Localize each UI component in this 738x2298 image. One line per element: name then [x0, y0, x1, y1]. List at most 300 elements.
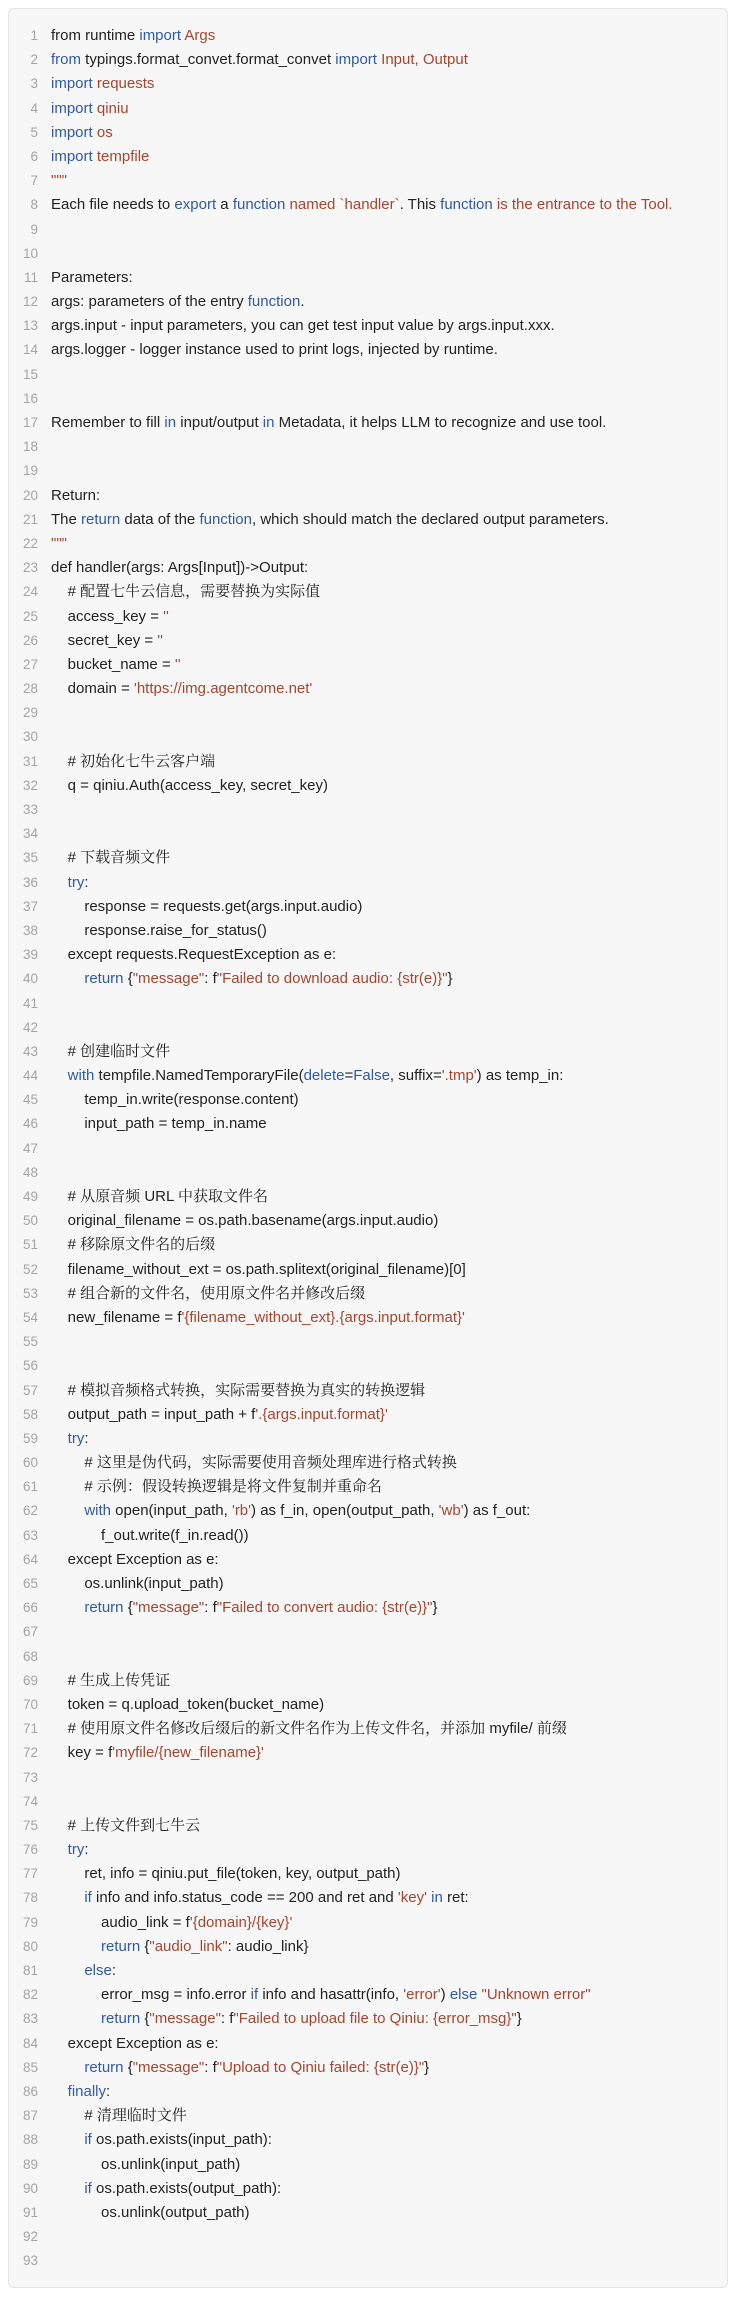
- code-string: "message": [132, 970, 205, 988]
- code-text: response = requests.get(args.input.audio): [51, 897, 363, 915]
- code-string: "message": [132, 1599, 205, 1617]
- line-text: [51, 1016, 727, 1040]
- code-text: os.unlink(output_path): [51, 2203, 250, 2221]
- line-text: [51, 2177, 727, 2201]
- line-number: 13: [22, 318, 38, 334]
- line-text: [51, 1499, 727, 1523]
- line-text: [51, 2056, 727, 2080]
- code-text: {: [140, 2010, 150, 2028]
- line-text: [51, 1693, 727, 1717]
- line-text: [51, 121, 727, 145]
- code-text: output_path = input_path + f: [51, 1405, 256, 1423]
- line-text: [51, 1161, 727, 1185]
- line-number: 68: [22, 1648, 38, 1664]
- code-line: [9, 121, 727, 145]
- line-text: [51, 2225, 727, 2249]
- code-line: [9, 2128, 727, 2152]
- code-line: [9, 992, 727, 1016]
- line-text: [51, 2007, 727, 2031]
- code-text: # 配置七牛云信息，需要替换为实际值: [51, 583, 321, 601]
- code-line: [9, 1596, 727, 1620]
- line-text: [51, 1620, 727, 1644]
- code-text: ): [440, 1986, 450, 2004]
- line-number: 40: [22, 971, 38, 987]
- code-string: 'rb': [231, 1502, 252, 1520]
- line-number: 78: [22, 1890, 38, 1906]
- line-number: 52: [22, 1261, 38, 1277]
- code-text: filename_without_ext = os.path.splitext(original_filename)[0]: [51, 1260, 466, 1278]
- code-text: Remember to fill: [51, 414, 165, 431]
- line-text: [51, 701, 727, 725]
- code-keyword: import: [51, 75, 93, 93]
- line-text: [51, 1403, 727, 1427]
- line-number: 42: [22, 1019, 38, 1035]
- line-text: [51, 919, 727, 943]
- code-line: [9, 2104, 727, 2128]
- line-text: [51, 1354, 727, 1378]
- line-text: [51, 846, 727, 870]
- code-line: [9, 556, 727, 580]
- code-keyword: from: [51, 51, 81, 69]
- code-text: # 清理临时文件: [51, 2107, 187, 2125]
- line-number: 64: [22, 1551, 38, 1567]
- line-text: [51, 1088, 727, 1112]
- code-line: [9, 193, 727, 217]
- line-text: [51, 1596, 727, 1620]
- code-text: error_msg = info.error: [51, 1986, 251, 2004]
- code-keyword: function: [199, 510, 252, 528]
- code-line: [9, 2225, 727, 2249]
- code-keyword: False: [353, 1067, 390, 1085]
- line-number: 1: [30, 28, 38, 43]
- code-keyword: if: [51, 1889, 92, 1907]
- code-line: [9, 1379, 727, 1403]
- code-string: '': [157, 631, 164, 649]
- line-number: 31: [22, 753, 38, 769]
- code-string: "message": [132, 2058, 205, 2076]
- code-text: except Exception as e:: [51, 1550, 219, 1568]
- code-text: # 移除原文件名的后缀: [51, 1236, 216, 1254]
- code-line: [9, 1282, 727, 1306]
- code-text: {: [140, 1937, 150, 1955]
- line-number: 51: [22, 1237, 38, 1253]
- line-number: 86: [22, 2083, 38, 2099]
- code-line: [9, 1886, 727, 1910]
- code-line: [9, 653, 727, 677]
- code-line: [9, 750, 727, 774]
- line-text: [51, 242, 727, 266]
- code-text: except Exception as e:: [51, 2034, 219, 2052]
- line-number: 50: [22, 1213, 38, 1229]
- line-number: 55: [22, 1334, 38, 1350]
- code-keyword: import: [51, 147, 93, 165]
- line-text: [51, 145, 727, 169]
- code-line: [9, 1354, 727, 1378]
- code-line: [9, 1137, 727, 1161]
- code-keyword: try: [51, 1429, 85, 1447]
- code-line: [9, 1717, 727, 1741]
- line-text: [51, 532, 727, 556]
- line-text: [51, 1306, 727, 1330]
- line-text: [51, 48, 727, 72]
- code-line: [9, 1088, 727, 1112]
- code-line: [9, 1258, 727, 1282]
- line-number: 57: [22, 1382, 38, 1398]
- code-text: os.path.exists(input_path):: [91, 2131, 272, 2149]
- code-text: # 这里是伪代码，实际需要使用音频处理库进行格式转换: [51, 1454, 457, 1472]
- line-text: [51, 871, 727, 895]
- code-text: bucket_name =: [51, 655, 175, 673]
- code-text: }: [447, 970, 453, 988]
- code-text: ) as temp_in:: [476, 1067, 564, 1085]
- code-text: {: [123, 2058, 133, 2076]
- line-text: [51, 1209, 727, 1233]
- line-number: 71: [22, 1721, 38, 1737]
- code-line: [9, 774, 727, 798]
- code-line: [9, 1306, 727, 1330]
- code-line: [9, 822, 727, 846]
- line-number: 20: [22, 487, 38, 503]
- code-text: : f: [220, 2010, 234, 2028]
- line-text: [51, 193, 727, 217]
- code-line: [9, 169, 727, 193]
- line-text: [51, 1475, 727, 1499]
- code-string: 'key': [397, 1889, 427, 1907]
- line-text: [51, 484, 727, 508]
- code-line: [9, 2080, 727, 2104]
- line-text: [51, 1838, 727, 1862]
- code-string: 'error': [403, 1986, 441, 2004]
- line-number: 82: [22, 1987, 38, 2003]
- code-line: [9, 48, 727, 72]
- line-text: [51, 580, 727, 604]
- line-text: [51, 1524, 727, 1548]
- line-text: [51, 1040, 727, 1064]
- line-text: [51, 677, 727, 701]
- line-text: [51, 1572, 727, 1596]
- code-text: # 从原音频 URL 中获取文件名: [51, 1188, 268, 1205]
- line-number: 36: [22, 874, 38, 890]
- code-line: [9, 2153, 727, 2177]
- line-text: [51, 1282, 727, 1306]
- line-number: 81: [22, 1963, 38, 1978]
- line-text: [51, 1379, 727, 1403]
- line-number: 8: [30, 197, 38, 213]
- line-text: [51, 629, 727, 653]
- code-keyword: return: [51, 1599, 124, 1617]
- code-keyword: else: [51, 1962, 112, 1979]
- line-text: [51, 1330, 727, 1354]
- line-number: 70: [22, 1696, 38, 1712]
- line-text: [51, 750, 727, 774]
- line-number: 10: [22, 245, 38, 261]
- code-line: [9, 1524, 727, 1548]
- line-text: [51, 290, 727, 314]
- line-text: [51, 2249, 727, 2273]
- code-line: [9, 701, 727, 725]
- code-line: [9, 677, 727, 701]
- line-number: 32: [22, 777, 38, 793]
- line-text: [51, 1112, 727, 1136]
- line-text: [51, 1935, 727, 1959]
- code-text: Metadata, it helps LLM to recognize and use tool.: [274, 414, 607, 431]
- code-line: [9, 798, 727, 822]
- code-text: info and hasattr(info,: [258, 1986, 404, 2004]
- code-text: args.input - input parameters, you can get test input value by args.input.xxx.: [51, 317, 555, 335]
- line-text: [51, 1451, 727, 1475]
- line-number: 45: [22, 1092, 38, 1108]
- line-text: [51, 1959, 727, 1983]
- code-text: : f: [204, 1599, 217, 1617]
- line-number: 83: [22, 2011, 38, 2027]
- line-number: 28: [22, 681, 38, 697]
- line-number: 6: [30, 148, 38, 164]
- code-keyword: function: [247, 293, 301, 311]
- code-keyword: return: [51, 1937, 141, 1955]
- code-text: :: [106, 2082, 111, 2100]
- code-line: [9, 242, 727, 266]
- code-line: [9, 919, 727, 943]
- line-text: [51, 1669, 727, 1693]
- code-string: "Unknown error": [477, 1986, 591, 2004]
- line-number: 24: [22, 584, 38, 600]
- line-number: 14: [22, 342, 38, 358]
- line-number: 44: [22, 1068, 38, 1084]
- code-line: [9, 895, 727, 919]
- line-number: 30: [22, 729, 38, 745]
- line-number: 87: [22, 2108, 38, 2124]
- code-string: named `handler`: [285, 196, 400, 214]
- line-text: [51, 2104, 727, 2128]
- code-line: [9, 1330, 727, 1354]
- code-text: input/output: [176, 414, 263, 431]
- code-text: # 使用原文件名修改后缀后的新文件名作为上传文件名，并添加 myfile/ 前缀: [51, 1720, 567, 1738]
- code-line: [9, 580, 727, 604]
- code-string: is the entrance to the Tool.: [492, 196, 673, 214]
- code-line: [9, 508, 727, 532]
- line-text: [51, 24, 727, 48]
- line-number: 61: [22, 1479, 38, 1495]
- code-string: '': [174, 655, 181, 673]
- code-text: typings.format_convet.format_convet: [81, 51, 336, 69]
- line-number: 91: [22, 2204, 38, 2220]
- code-string: Input, Output: [376, 51, 468, 69]
- code-text: ret:: [442, 1889, 469, 1907]
- code-text: }: [432, 1599, 438, 1617]
- line-number: 43: [22, 1043, 38, 1059]
- code-string: 'wb': [438, 1502, 464, 1520]
- code-line: [9, 1766, 727, 1790]
- line-number: 65: [22, 1576, 38, 1591]
- code-text: audio_link = f: [51, 1913, 190, 1931]
- code-string: '{domain}/{key}': [189, 1913, 293, 1931]
- line-number: 22: [22, 535, 38, 551]
- code-line: [9, 2249, 727, 2273]
- code-line: [9, 605, 727, 629]
- code-string: 'myfile/{new_filename}': [112, 1744, 264, 1762]
- line-number: 16: [22, 390, 38, 406]
- code-text: }: [424, 2058, 430, 2076]
- line-text: [51, 822, 727, 846]
- code-line: [9, 2056, 727, 2080]
- line-number: 3: [30, 76, 38, 92]
- line-number: 34: [22, 826, 38, 842]
- code-line: [9, 846, 727, 870]
- line-number: 47: [22, 1140, 38, 1156]
- code-keyword: try: [51, 873, 85, 891]
- code-text: .: [300, 293, 305, 311]
- code-keyword: return: [51, 2010, 141, 2028]
- code-text: args: parameters of the entry: [51, 293, 248, 311]
- line-number: 80: [22, 1938, 38, 1954]
- code-line: [9, 2177, 727, 2201]
- code-string: '.{args.input.format}': [255, 1405, 388, 1423]
- line-text: [51, 314, 727, 338]
- code-keyword: with: [51, 1502, 112, 1520]
- line-number: 41: [22, 995, 38, 1011]
- line-number: 38: [22, 922, 38, 938]
- line-number: 12: [22, 294, 38, 310]
- line-number: 48: [22, 1164, 38, 1180]
- code-line: [9, 1693, 727, 1717]
- code-keyword: export: [174, 196, 217, 214]
- code-line: [9, 484, 727, 508]
- code-text: except requests.RequestException as e:: [51, 946, 337, 964]
- code-text: response.raise_for_status(): [51, 921, 267, 939]
- code-line: [9, 1161, 727, 1185]
- line-text: [51, 1258, 727, 1282]
- code-line: [9, 218, 727, 242]
- code-text: :: [84, 873, 89, 891]
- code-line: [9, 943, 727, 967]
- code-line: [9, 72, 727, 96]
- code-line: [9, 1451, 727, 1475]
- code-line: [9, 1572, 727, 1596]
- line-text: [51, 725, 727, 749]
- code-text: {: [123, 970, 133, 988]
- code-line: [9, 1499, 727, 1523]
- code-line: [9, 1475, 727, 1499]
- code-keyword: if: [51, 2131, 92, 2149]
- code-line: [9, 411, 727, 435]
- code-text: Each file needs to: [51, 196, 175, 214]
- code-text: }: [516, 2010, 522, 2028]
- line-text: [51, 1717, 727, 1741]
- line-number: 92: [22, 2229, 38, 2245]
- code-text: original_filename = os.path.basename(args.input.audio): [51, 1212, 439, 1230]
- code-keyword: delete: [303, 1067, 345, 1085]
- code-line: [9, 266, 727, 290]
- code-string: '{filename_without_ext}.{args.input.format}': [181, 1308, 465, 1326]
- line-text: [51, 653, 727, 677]
- code-text: f_out.write(f_in.read()): [51, 1526, 249, 1544]
- line-text: [51, 1137, 727, 1161]
- code-text: # 组合新的文件名，使用原文件名并修改后缀: [51, 1284, 366, 1302]
- line-text: [51, 1427, 727, 1451]
- line-number: 53: [22, 1285, 38, 1301]
- line-number: 29: [22, 705, 38, 721]
- line-text: [51, 2128, 727, 2152]
- line-number: 2: [30, 52, 38, 68]
- code-line: [9, 1645, 727, 1669]
- line-number: 74: [22, 1793, 38, 1809]
- code-text: Parameters:: [51, 268, 133, 286]
- line-text: [51, 605, 727, 629]
- line-number: 90: [22, 2180, 38, 2196]
- code-string: "Upload to Qiniu failed: {str(e)}": [216, 2058, 425, 2076]
- code-text: # 初始化七牛云客户端: [51, 752, 216, 770]
- code-line: [9, 24, 727, 48]
- code-string: '': [163, 607, 169, 625]
- code-string: """: [51, 534, 67, 552]
- code-string: qiniu: [92, 99, 129, 117]
- code-text: q = qiniu.Auth(access_key, secret_key): [51, 776, 328, 794]
- code-line: [9, 1427, 727, 1451]
- line-number: 49: [22, 1189, 38, 1204]
- line-text: [51, 338, 727, 362]
- line-text: [51, 895, 727, 919]
- code-line: [9, 1064, 727, 1088]
- code-line: [9, 1185, 727, 1209]
- line-number: 11: [23, 269, 38, 285]
- code-string: "Failed to convert audio: {str(e)}": [216, 1599, 433, 1617]
- code-line: [9, 435, 727, 459]
- code-text: The: [51, 510, 82, 528]
- line-text: [51, 2032, 727, 2056]
- line-text: [51, 2080, 727, 2104]
- line-number: 89: [22, 2156, 38, 2172]
- code-line: [9, 145, 727, 169]
- code-keyword: function: [232, 196, 286, 214]
- code-text: new_filename = f: [51, 1308, 182, 1326]
- code-string: "Failed to upload file to Qiniu: {error_msg}": [233, 2010, 517, 2028]
- line-text: [51, 435, 727, 459]
- code-string: 'https://img.agentcome.net': [133, 680, 313, 698]
- line-number: 66: [22, 1600, 38, 1616]
- line-text: [51, 992, 727, 1016]
- code-line: [9, 2201, 727, 2225]
- line-number: 54: [22, 1309, 38, 1325]
- line-text: [51, 218, 727, 242]
- code-line: [9, 629, 727, 653]
- code-text: # 下载音频文件: [51, 849, 171, 867]
- line-text: [51, 97, 727, 121]
- code-line: [9, 387, 727, 411]
- code-keyword: with: [51, 1067, 95, 1085]
- code-text: ) as f_in, open(output_path,: [251, 1502, 439, 1520]
- line-number: 67: [22, 1624, 38, 1640]
- code-keyword: finally: [51, 2082, 107, 2100]
- line-number: 26: [22, 632, 38, 648]
- code-text: # 示例：假设转换逻辑是将文件复制并重命名: [51, 1478, 382, 1496]
- line-text: [51, 508, 727, 532]
- code-line: [9, 1911, 727, 1935]
- line-text: [51, 363, 727, 387]
- line-number: 56: [22, 1358, 38, 1374]
- code-keyword: function: [440, 196, 493, 214]
- code-line: [9, 2032, 727, 2056]
- code-line: [9, 1741, 727, 1765]
- line-number: 59: [22, 1430, 38, 1446]
- code-string: Args: [181, 27, 216, 44]
- line-number: 93: [22, 2253, 38, 2269]
- code-string: requests: [92, 75, 155, 93]
- line-number: 18: [22, 439, 38, 455]
- line-number: 77: [22, 1866, 38, 1882]
- code-string: tempfile: [92, 147, 150, 165]
- code-line: [9, 1620, 727, 1644]
- code-text: : f: [204, 2058, 217, 2076]
